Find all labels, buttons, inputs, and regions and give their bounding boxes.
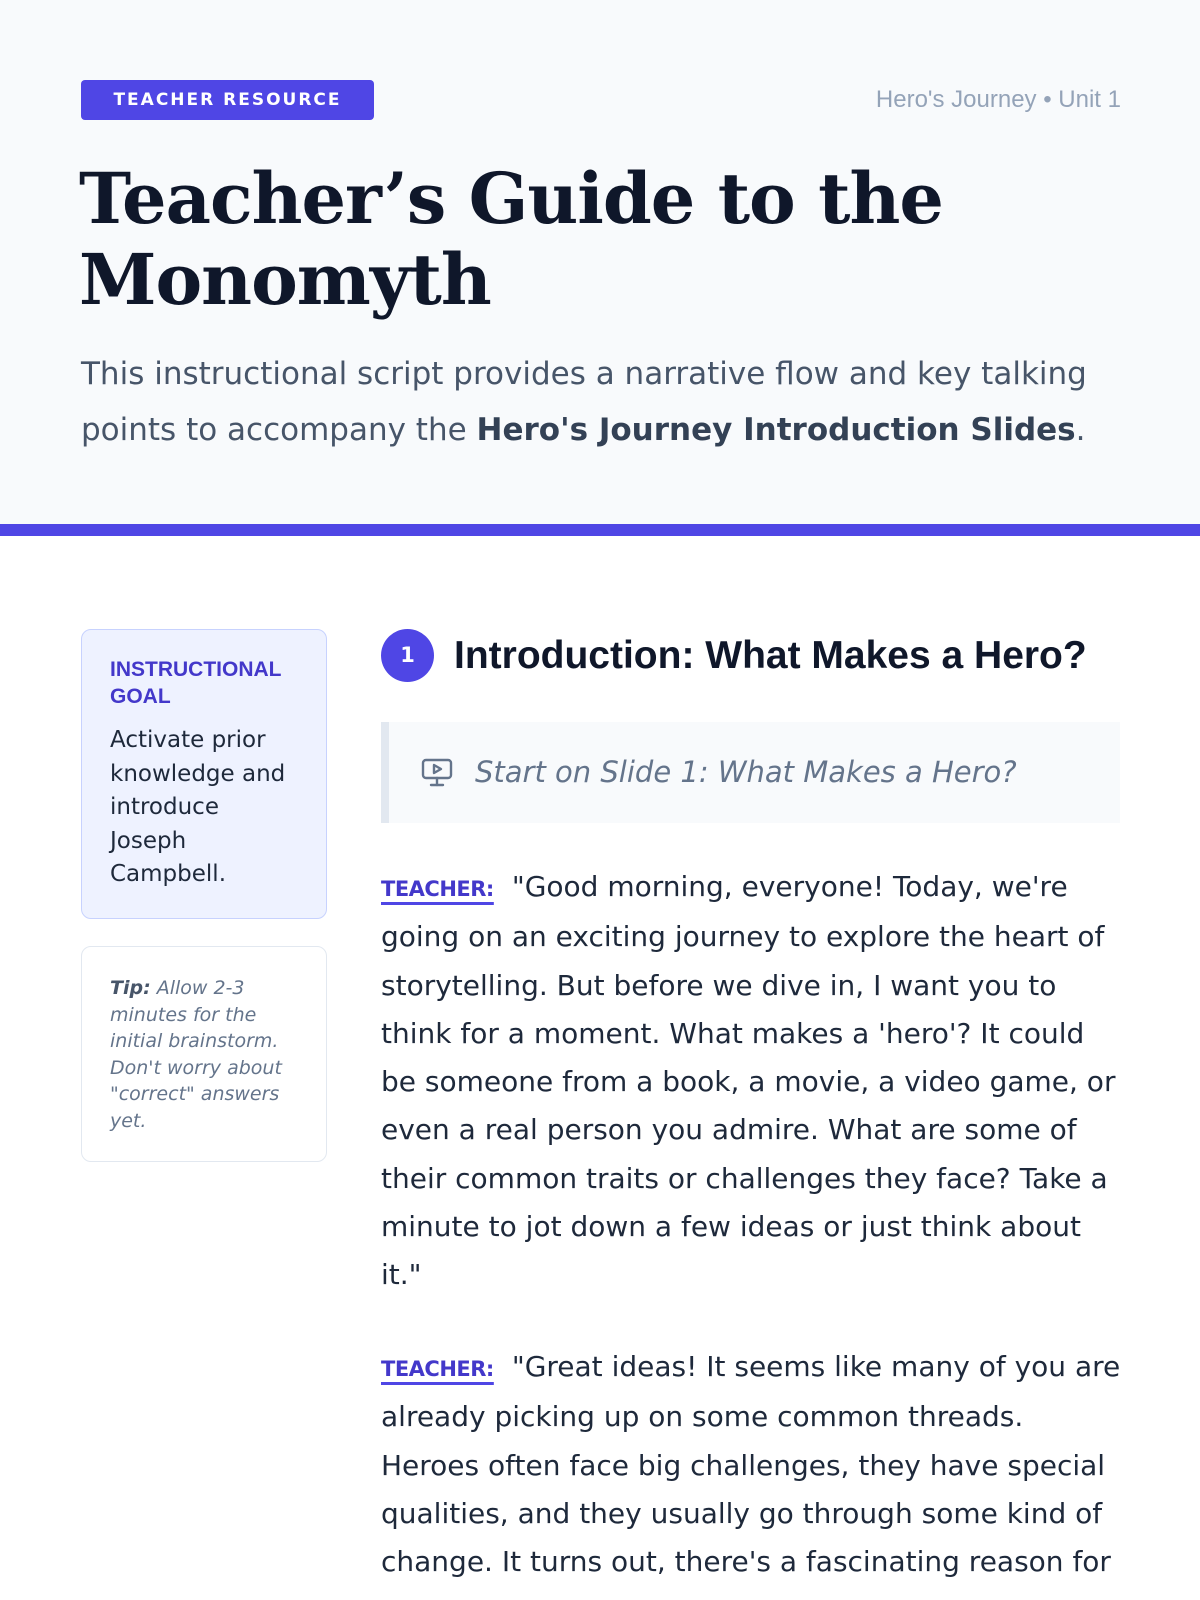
page-header	[0, 0, 1200, 536]
slide-cue-text: Start on Slide 1: What Makes a Hero?	[475, 755, 1017, 789]
tip-body: Allow 2-3 minutes for the initial brainstorm. Don't worry about "correct" answers yet.	[110, 977, 282, 1132]
slides-reference: Hero's Journey Introduction Slides	[476, 412, 1076, 448]
speaker-label: TEACHER:	[381, 877, 494, 901]
intro-text	[81, 346, 1141, 458]
instructional-goal-card	[81, 629, 327, 919]
tip-text	[110, 975, 304, 1134]
tip-label: Tip:	[110, 977, 151, 999]
goal-label: INSTRUCTIONAL GOAL	[110, 658, 282, 708]
script-text: "Great ideas! It seems like many of you are already picking up on some common threads. Heroes often face big challenges, they have special qualities, and they usually go through some kind of change. It turns out, there's a fascinating reason for	[381, 1350, 1121, 1579]
teacher-script-paragraph	[381, 863, 1128, 1300]
intro-suffix: .	[1075, 412, 1086, 448]
resource-badge: TEACHER RESOURCE	[81, 80, 374, 120]
section-number-badge: 1	[381, 629, 434, 682]
teacher-script-paragraph	[381, 1343, 1128, 1586]
slide-cue	[381, 722, 1120, 823]
script-text: "Good morning, everyone! Today, we're going on an exciting journey to explore the heart of storytelling. But before we dive in, I want you to think for a moment. What makes a 'hero'? It could be someone from a book, a movie, a video game, or even a real person you admire. What are some of their common traits or challenges they face? Take a minute to jot down a few ideas or just think about it."	[381, 870, 1116, 1292]
presentation-icon	[421, 758, 453, 788]
goal-text: Activate prior knowledge and introduce Joseph Campbell.	[110, 727, 286, 887]
intro-prefix: This instructional script provides a narrative flow and key talking points to accompany the	[81, 356, 1087, 448]
unit-label: Hero's Journey • Unit 1	[875, 86, 1121, 113]
section-title: Introduction: What Makes a Hero?	[454, 634, 1087, 677]
tip-card	[81, 946, 327, 1162]
page-title: Teacher’s Guide to the Monomyth	[79, 157, 943, 321]
speaker-label: TEACHER:	[381, 1357, 494, 1381]
